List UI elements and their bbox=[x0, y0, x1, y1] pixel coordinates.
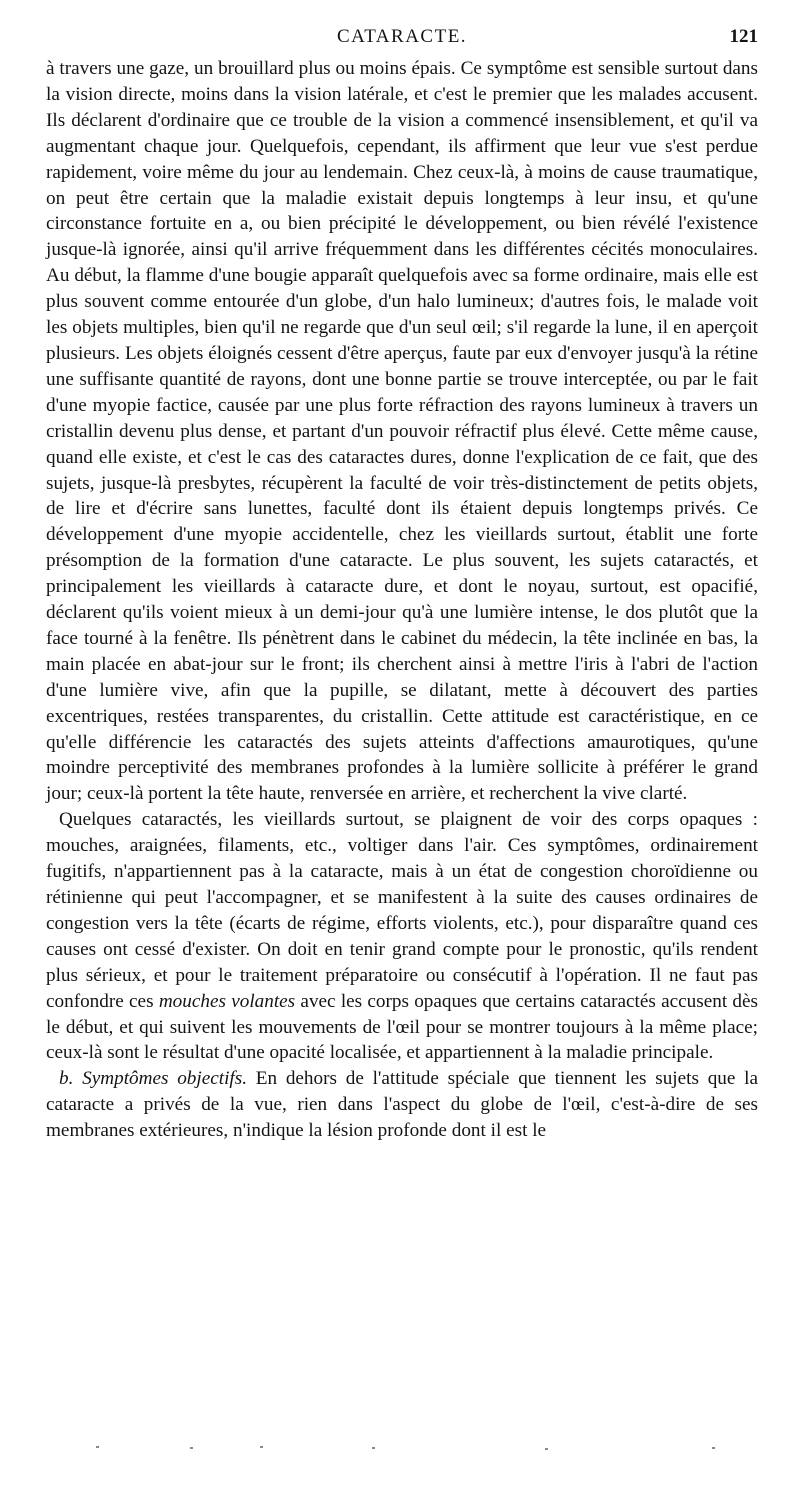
page-number: 121 bbox=[729, 26, 758, 47]
scan-speck bbox=[545, 1448, 548, 1450]
running-head bbox=[46, 26, 758, 56]
section-heading: b. Symptômes objectifs. bbox=[59, 1068, 248, 1090]
scan-specks bbox=[0, 1444, 800, 1464]
body-text bbox=[46, 56, 758, 1144]
scan-speck bbox=[96, 1446, 99, 1448]
paragraph-2-text-after: avec les corps opaques que certains cataractés accusent dès le début, et qui suivent les mouvements de l'œil pour se montrer toujours à la même place; ceux-là sont le résultat d'une opacité localisée, et appartiennent à la maladie principale. bbox=[46, 990, 758, 1064]
paragraph-3 bbox=[46, 1066, 758, 1144]
paragraph-2 bbox=[46, 807, 758, 1066]
italic-term: mouches volantes bbox=[158, 990, 296, 1012]
scan-speck bbox=[712, 1447, 715, 1449]
running-title: CATARACTE. bbox=[336, 26, 468, 47]
scan-speck bbox=[260, 1446, 263, 1448]
scan-speck bbox=[372, 1447, 375, 1449]
paragraph-3-text: En dehors de l'attitude spéciale que tiennent les sujets que la cataracte a privés de la vue, rien dans l'aspect du globe de l'œil, c'est-à-dire de ses membranes extérieures, n'indique la lésion profonde dont il est le bbox=[46, 1068, 758, 1142]
paragraph-1: à travers une gaze, un brouillard plus ou moins épais. Ce symptôme est sensible surtout dans la vision directe, moins dans la vision latérale, et c'est le premier que les malades accusent. Ils déclarent d'ordinaire que ce trouble de la vision a commencé insensiblement, et qu'il va augmentant chaque jour. Quelquefois, cependant, ils affirment que leur vue s'est perdue rapidement, voire même du jour au lendemain. Chez ceux-là, à moins de cause traumatique, on peut être certain que la maladie existait depuis longtemps à leur insu, et qu'une circonstance fortuite en a, ou bien précipité le développement, ou bien révélé l'existence jusque-là ignorée, ainsi qu'il arrive fréquemment dans les différentes cécités monoculaires. Au début, la flamme d'une bougie apparaît quelquefois avec sa forme ordinaire, mais elle est plus souvent comme entourée d'un globe, d'un halo lumineux; d'autres fois, le malade voit les objets multiples, bien qu'il ne regarde que d'un seul œil; s'il regarde la lune, il en aperçoit plusieurs. Les objets éloignés cessent d'être aperçus, faute par eux d'envoyer jusqu'à la rétine une suffisante quantité de rayons, dont une bonne partie se trouve interceptée, ou par le fait d'une myopie factice, causée par une plus forte réfraction des rayons lumineux à travers un cristallin devenu plus dense, et partant d'un pouvoir réfractif plus élevé. Cette même cause, quand elle existe, et c'est le cas des cataractes dures, donne l'explication de ce fait, que des sujets, jusque-là presbytes, récupèrent la faculté de voir très-distinctement de petits objets, de lire et d'écrire sans lunettes, faculté dont ils étaient depuis longtemps privés. Ce développement d'une myopie accidentelle, chez les vieillards surtout, établit une forte présomption de la formation d'une cataracte. Le plus souvent, les sujets cataractés, et principalement les vieillards à cataracte dure, et dont le noyau, surtout, est opacifié, déclarent qu'ils voient mieux à un demi-jour qu'à une lumière intense, le dos plutôt que la face tourné à la fenêtre. Ils pénètrent dans le cabinet du médecin, la tête inclinée en bas, la main placée en abat-jour sur le front; ils cherchent ainsi à mettre l'iris à l'abri de l'action d'une lumière vive, afin que la pupille, se dilatant, mette à découvert des parties excentriques, restées transparentes, du cristallin. Cette attitude est caractéristique, en ce qu'elle différencie les cataractés des sujets atteints d'affections amaurotiques, qu'une moindre perceptivité des membranes profondes à la lumière sollicite à préférer le grand jour; ceux-là portent la tête haute, renversée en arrière, et recherchent la vive clarté. bbox=[46, 58, 758, 805]
scan-speck bbox=[190, 1447, 193, 1449]
paragraph-2-text: Quelques cataractés, les vieillards surtout, se plaignent de voir des corps opaques : mouches, araignées, filaments, etc., voltiger dans l'air. Ces symptômes, ordinairement fugitifs, n'appartiennent pas à la cataracte, mais à un état de congestion choroïdienne ou rétinienne qui peut l'accompagner, et se manifestent à la suite des causes ordinaires de congestion vers la tête (écarts de régime, efforts violents, etc.), pour disparaître quand ces causes ont cessé d'exister. On doit en tenir grand compte pour le pronostic, qu'ils rendent plus sérieux, et pour le traitement préparatoire ou consécutif à l'opération. Il ne faut pas confondre ces bbox=[46, 809, 758, 1012]
book-page bbox=[46, 26, 758, 1144]
